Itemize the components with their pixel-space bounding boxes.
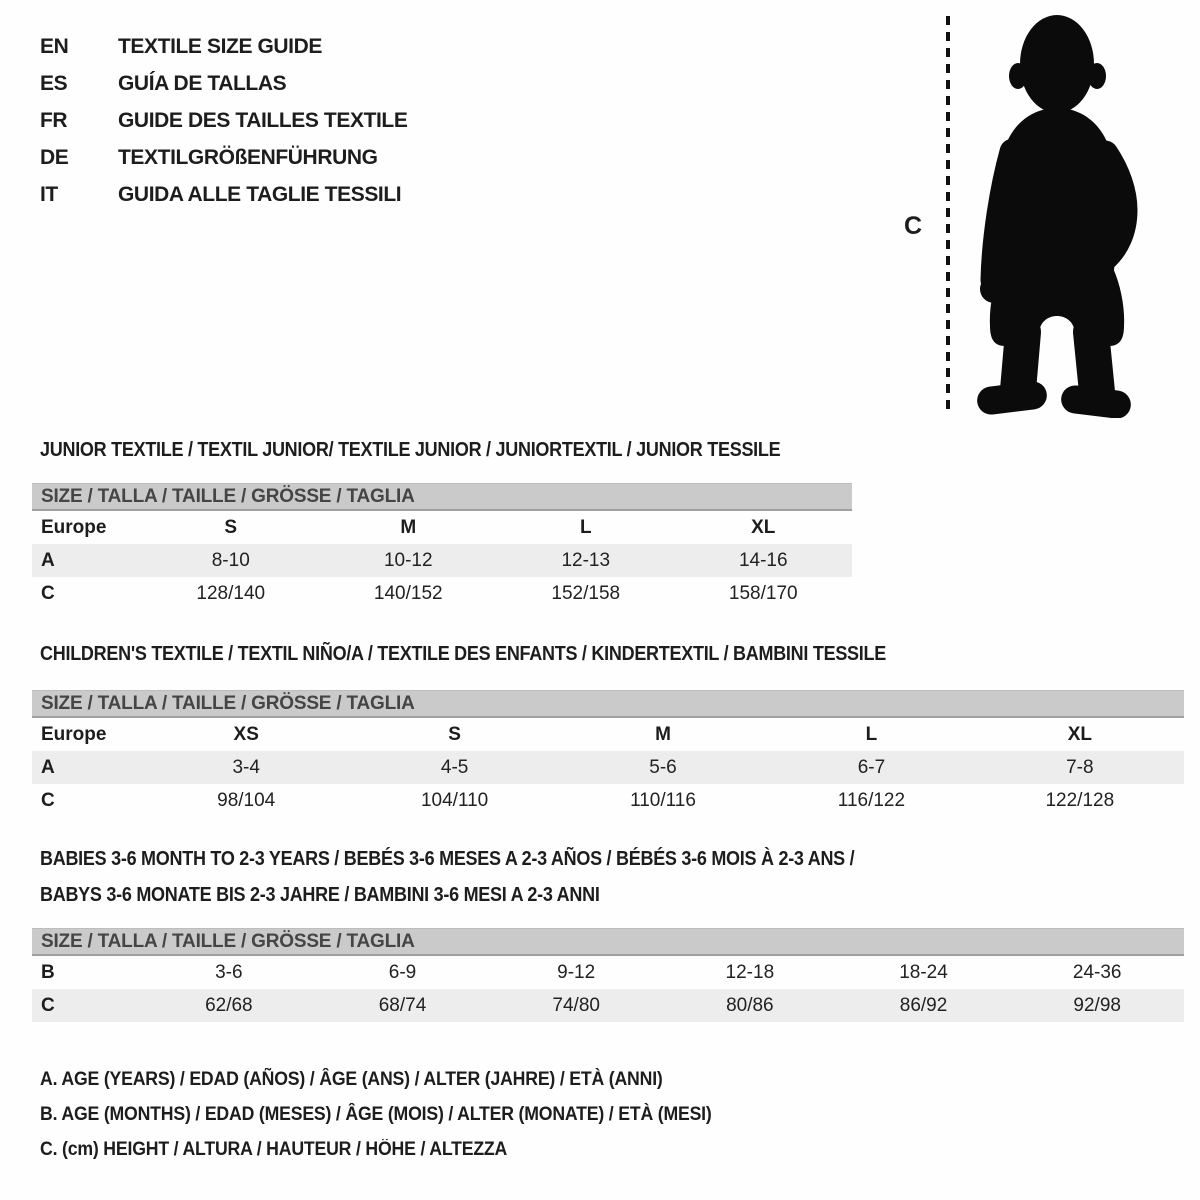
section-heading-line: BABIES 3-6 MONTH TO 2-3 YEARS / BEBÉS 3-6 MESES A 2-3 AÑOS / BÉBÉS 3-6 MOIS À 2-3 ANS / (40, 848, 855, 870)
table-cell: 12-13 (561, 549, 611, 571)
table-cell: 110/116 (630, 789, 696, 811)
table-cell: 7-8 (1066, 756, 1094, 778)
section-heading-line: BABYS 3-6 MONATE BIS 2-3 JAHRE / BAMBINI 3-6 MESI A 2-3 ANNI (40, 884, 600, 906)
row-label: Europe (41, 516, 107, 538)
table-cell: 86/92 (899, 994, 948, 1016)
children-size-table (32, 690, 1184, 817)
language-title: GUIDE DES TAILLES TEXTILE (118, 108, 408, 132)
language-row (40, 65, 407, 102)
size-header-label: SIZE / TALLA / TAILLE / GRÖSSE / TAGLIA (41, 930, 415, 952)
table-row (32, 784, 1184, 817)
language-row (40, 139, 407, 176)
language-code: ES (40, 71, 68, 95)
row-label: C (41, 789, 55, 811)
table-cell: L (579, 516, 592, 538)
junior-size-table (32, 483, 852, 610)
table-cell: S (224, 516, 238, 538)
table-row (32, 751, 1184, 784)
height-measure-dashed-line (946, 16, 950, 416)
language-code: DE (40, 145, 69, 169)
table-cell: 98/104 (217, 789, 276, 811)
language-title: TEXTILE SIZE GUIDE (118, 34, 322, 58)
toddler-silhouette-icon (960, 12, 1140, 418)
table-cell: XS (233, 723, 259, 745)
language-code: EN (40, 34, 69, 58)
table-cell: 12-18 (725, 961, 775, 983)
table-cell: 14-16 (738, 549, 788, 571)
table-cell: M (400, 516, 417, 538)
table-cell: 18-24 (899, 961, 948, 983)
language-list (40, 28, 407, 213)
table-cell: 140/152 (373, 582, 443, 604)
size-header-label: SIZE / TALLA / TAILLE / GRÖSSE / TAGLIA (41, 692, 415, 714)
size-header-bar (32, 483, 852, 511)
table-cell: 3-4 (232, 756, 260, 778)
table-cell: 80/86 (726, 994, 774, 1016)
table-cell: 68/74 (378, 994, 427, 1016)
size-header-label: SIZE / TALLA / TAILLE / GRÖSSE / TAGLIA (41, 485, 415, 507)
table-cell: XL (751, 516, 776, 538)
table-cell: 4-5 (440, 756, 469, 778)
babies-size-table (32, 928, 1184, 1022)
junior-section-heading (40, 432, 863, 468)
table-cell: 62/68 (205, 994, 253, 1016)
row-label: B (41, 961, 55, 983)
row-label: C (41, 582, 55, 604)
legend-line (40, 1097, 762, 1132)
table-cell: 9-12 (557, 961, 596, 983)
row-label: A (41, 549, 55, 571)
table-cell: S (448, 723, 461, 745)
legend-line (40, 1132, 762, 1167)
children-section-heading (40, 636, 980, 672)
language-row (40, 28, 407, 65)
table-cell: 74/80 (552, 994, 600, 1016)
table-cell: 6-7 (857, 756, 886, 778)
table-cell: 152/158 (551, 582, 621, 604)
table-cell: 92/98 (1073, 994, 1121, 1016)
legend (40, 1062, 762, 1167)
table-cell: 8-10 (211, 549, 250, 571)
legend-line-text: B. AGE (MONTHS) / EDAD (MESES) / ÂGE (MOIS) / ALTER (MONATE) / ETÀ (MESI) (40, 1104, 712, 1125)
language-row (40, 176, 407, 213)
language-title: GUÍA DE TALLAS (118, 71, 287, 95)
table-cell: M (655, 723, 671, 745)
table-cell: 116/122 (837, 789, 906, 811)
table-cell: 6-9 (388, 961, 417, 983)
legend-line (40, 1062, 762, 1097)
table-row (32, 956, 1184, 989)
table-row (32, 989, 1184, 1022)
table-cell: 5-6 (649, 756, 677, 778)
legend-line-text: A. AGE (YEARS) / EDAD (AÑOS) / ÂGE (ANS) / ALTER (JAHRE) / ETÀ (ANNI) (40, 1069, 663, 1090)
size-header-bar (32, 928, 1184, 956)
table-cell: L (865, 723, 878, 745)
table-cell: 122/128 (1045, 789, 1115, 811)
table-cell: 3-6 (215, 961, 243, 983)
height-measure-label: C (904, 212, 923, 240)
section-heading-line: CHILDREN'S TEXTILE / TEXTIL NIÑO/A / TEXTILE DES ENFANTS / KINDERTEXTIL / BAMBINI TESSILE (40, 643, 886, 665)
table-cell: 158/170 (728, 582, 798, 604)
language-code: FR (40, 108, 68, 132)
table-row (32, 511, 852, 544)
size-table-body (32, 718, 1184, 817)
legend-line-text: C. (cm) HEIGHT / ALTURA / HAUTEUR / HÖHE / ALTEZZA (40, 1139, 508, 1160)
size-table-body (32, 511, 852, 610)
language-title: TEXTILGRÖßENFÜHRUNG (118, 145, 378, 169)
table-cell: 10-12 (383, 549, 433, 571)
table-cell: 24-36 (1072, 961, 1122, 983)
language-code: IT (40, 182, 58, 206)
row-label: C (41, 994, 55, 1016)
row-label: Europe (41, 723, 107, 745)
language-row (40, 102, 407, 139)
table-row (32, 544, 852, 577)
size-table-body (32, 956, 1184, 1022)
table-cell: XL (1067, 723, 1092, 745)
row-label: A (41, 756, 55, 778)
language-title: GUIDA ALLE TAGLIE TESSILI (118, 182, 402, 206)
section-heading-line: JUNIOR TEXTILE / TEXTIL JUNIOR/ TEXTILE JUNIOR / JUNIORTEXTIL / JUNIOR TESSILE (40, 439, 781, 461)
table-cell: 104/110 (420, 789, 489, 811)
size-header-bar (32, 690, 1184, 718)
table-row (32, 577, 852, 610)
babies-section-heading (40, 841, 945, 913)
table-row (32, 718, 1184, 751)
table-cell: 128/140 (196, 582, 266, 604)
